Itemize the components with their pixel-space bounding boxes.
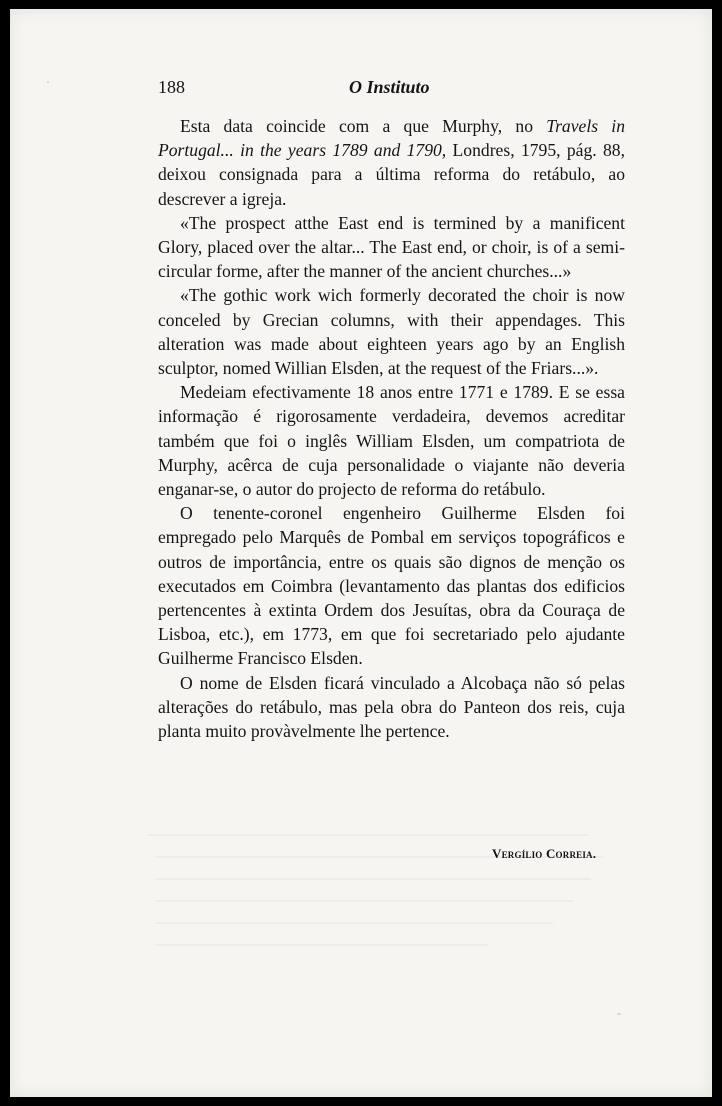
paper-speck [596,411,598,413]
paragraph-3: «The gothic work wich formerly decorated the choir is now conceled by Grecian columns, with their appendages. This alteration was made about eighteen years ago by an English sculptor, nomed Willian Elsden, at the request of the Friars...». [158,285,625,379]
paragraph-1 [158,114,625,211]
paragraph-1-italic-title: Travels in Portugal... in the years 1789 and 1790, [158,116,625,161]
running-title: O Instituto [349,77,430,97]
body-text [158,114,625,743]
paragraph-4: Medeiam efectivamente 18 anos entre 1771 e 1789. E se essa informação é rigorosamente verdadeira, devemos acreditar também que foi o inglês William Elsden, um compatriota de Murphy, acêrca de cuja personalidade o viajante não deveria enganar-se, o autor do projecto de reforma do retábulo. [158,382,625,500]
document-page [10,9,712,1097]
show-through-text [128,821,628,971]
paragraph-6: O nome de Elsden ficará vinculado a Alcobaça não só pelas alterações do retábulo, mas pela obra do Panteon dos reis, cuja planta muito provàvelmente lhe pertence. [158,672,625,742]
page-header [158,77,472,103]
paragraph-1-part-3: Londres, 1795, pág. 88, deixou consignada para a última reforma do retábulo, ao descrever a igreja. [158,140,625,209]
paper-speck [47,81,49,83]
paragraph-2: «The prospect atthe East end is termined by a manificent Glory, placed over the altar... The East end, or choir, is of a semi-circular forme, after the manner of the ancient churches...» [158,212,625,282]
paragraph-5: O tenente-coronel engenheiro Guilherme Elsden foi empregado pelo Marquês de Pombal em serviços topográficos e outros de importância, entre os quais são dignos de menção os executados em Coimbra (levantamento das plantas dos edificios pertencentes à extinta Ordem dos Jesuítas, obra da Couraça de Lisboa, etc.), em 1773, em que foi secretariado pelo ajudante Guilherme Francisco Elsden. [158,503,625,669]
page-number: 188 [158,77,185,97]
paper-speck [617,1013,621,1015]
signature: Vergílio Correia. [492,846,597,861]
paragraph-1-part-1: Esta data coincide com a que Murphy, no [180,116,547,136]
